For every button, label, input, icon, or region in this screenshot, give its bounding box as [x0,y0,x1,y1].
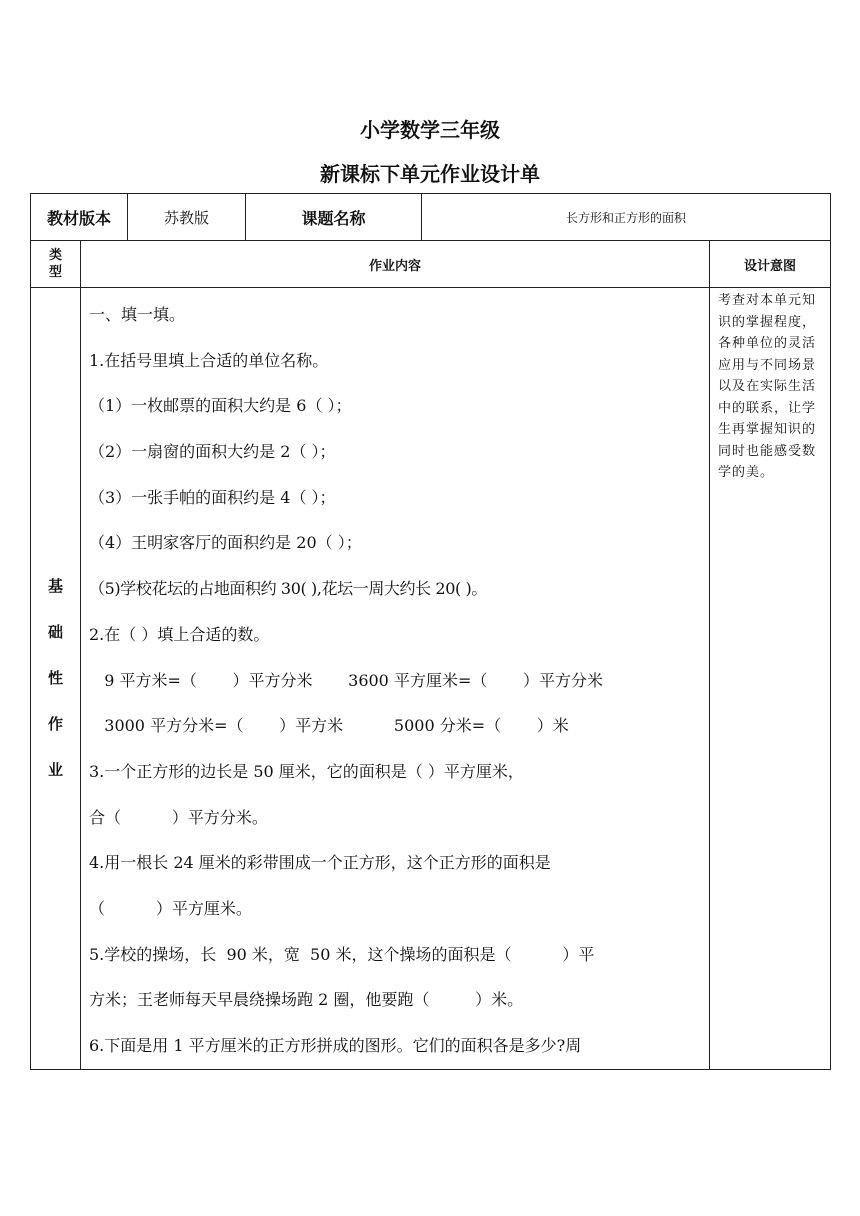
content-line: 4.用一根长 24 厘米的彩带围成一个正方形，这个正方形的面积是 [89,853,551,873]
type-column-header: 类 型 [31,241,81,288]
topic-value: 长方形和正方形的面积 [422,194,831,241]
homework-type-label [48,563,63,793]
content-line: 合（ ）平方分米。 [89,807,268,827]
column-header-row [31,241,831,288]
content-line: 1.在括号里填上合适的单位名称。 [89,350,329,370]
info-row [31,194,831,241]
content-line: （5)学校花坛的占地面积约 30( ),花坛一周大约长 20( )。 [89,579,487,599]
content-line: 6.下面是用 1 平方厘米的正方形拼成的图形。它们的面积各是多少?周 [89,1036,582,1055]
content-line: 9 平方米=（ ）平方分米 3600 平方厘米=（ ）平方分米 [89,670,603,690]
content-line: （2）一扇窗的面积大约是 2（ ）； [89,442,336,462]
topic-label: 课题名称 [246,194,422,241]
homework-type-cell [31,288,81,1070]
type-char: 作 [47,715,63,734]
textbook-value: 苏教版 [128,194,246,241]
content-line: （ ）平方厘米。 [89,898,252,918]
content-line: 2.在（ ）填上合适的数。 [89,624,270,644]
type-char: 性 [47,669,63,688]
type-char: 业 [47,761,63,780]
content-line: 一、填一填。 [89,305,186,324]
homework-design-table [30,193,831,1070]
textbook-label: 教材版本 [31,194,128,241]
type-char: 基 [47,577,63,596]
homework-content-cell [81,288,710,1070]
content-line: 5.学校的操场，长 90 米，宽 50 米，这个操场的面积是（ ）平 [89,944,595,964]
content-line: 方米；王老师每天早晨绕操场跑 2 圈，他要跑（ ）米。 [89,990,524,1010]
page-subtitle: 新课标下单元作业设计单 [320,162,540,186]
page-title: 小学数学三年级 [360,118,500,142]
content-line: 3.一个正方形的边长是 50 厘米，它的面积是（ ）平方厘米， [89,761,524,781]
intent-column-header: 设计意图 [710,241,831,288]
content-line: （4）王明家客厅的面积约是 20（ ）； [89,533,362,553]
content-line: （3）一张手帕的面积约是 4（ ）； [89,487,336,507]
content-line: （1）一枚邮票的面积大约是 6（ ）； [89,396,352,416]
basic-homework-row [31,288,831,1070]
content-column-header: 作业内容 [81,241,710,288]
type-char: 础 [47,623,63,642]
content-line: 3000 平方分米=（ ）平方米 5000 分米=（ ）米 [89,716,569,736]
design-intent-cell: 考查对本单元知识的掌握程度，各种单位的灵活应用与不同场景以及在实际生活中的联系，让学生再掌握知识的同时也能感受数学的美。 [710,288,831,1070]
